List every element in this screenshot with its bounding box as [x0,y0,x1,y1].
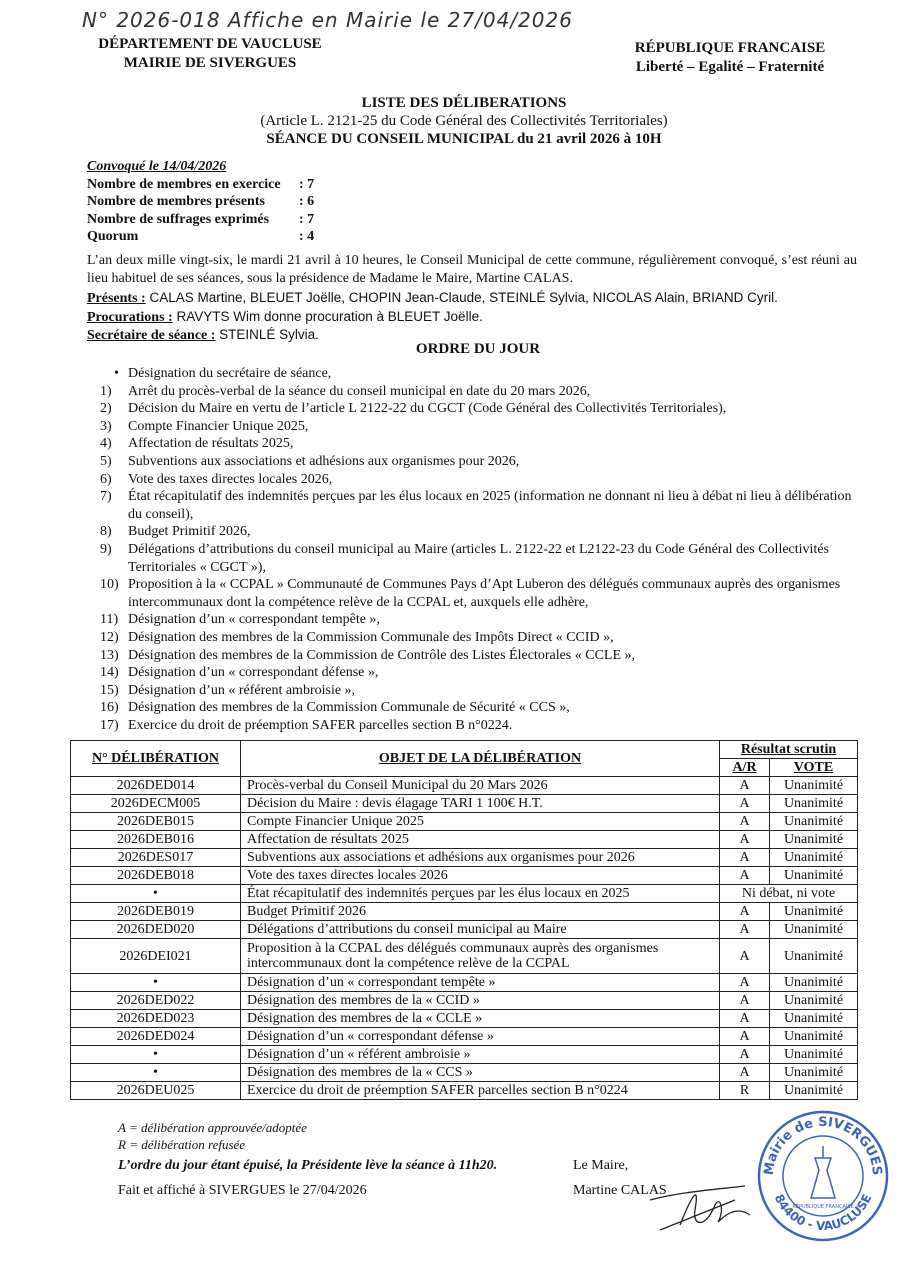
list-item: 14) Désignation d’un « correspondant défense », [100,665,379,681]
stamp-top-text: Mairie de SIVERGUES [761,1115,885,1177]
ar-result: A [720,1064,770,1082]
ar-result: A [720,777,770,795]
deliberation-number: • [71,974,241,992]
meta-row: Nombre de membres présents : 6 [87,194,315,209]
signature-name: Martine CALAS [573,1183,667,1198]
vote-result: Unanimité [770,1046,858,1064]
deliberation-number: • [71,1064,241,1082]
deliberation-number: 2026DEU025 [71,1082,241,1100]
list-item: 1) Arrêt du procès-verbal de la séance du conseil municipal en date du 20 mars 2026, [100,383,591,399]
table-row [71,974,858,992]
list-item: 7) État récapitulatif des indemnités perçues par les élus locaux en 2025 (information ne donnant ni lieu à débat ni lieu à délibération du conseil), [100,489,852,522]
deliberation-number: • [71,885,241,903]
list-item: 15) Désignation d’un « référent ambroisie », [100,682,356,698]
meta-row: Nombre de suffrages exprimés : 7 [87,211,315,227]
attendance-block [87,289,877,345]
table-row [71,813,858,831]
deliberation-object: Délégations d’attributions du conseil municipal au Maire [241,921,720,939]
deliberation-object: Budget Primitif 2026 [241,903,720,921]
list-item: 8) Budget Primitif 2026, [100,524,251,540]
vote-result: Unanimité [770,1064,858,1082]
header-left [80,35,340,73]
deliberation-object: Vote des taxes directes locales 2026 [241,867,720,885]
vote-result: Unanimité [770,849,858,867]
deliberation-object: Exercice du droit de préemption SAFER parcelles section B n°0224 [241,1082,720,1100]
table-row [71,885,858,903]
col-header-object: OBJET DE LA DÉLIBÉRATION [241,741,720,777]
ar-result: A [720,849,770,867]
vote-result: Unanimité [770,831,858,849]
table-row [71,777,858,795]
vote-result: Unanimité [770,777,858,795]
list-item: 3) Compte Financier Unique 2025, [100,418,309,434]
deliberation-object: Procès-verbal du Conseil Municipal du 20 Mars 2026 [241,777,720,795]
ar-result: A [720,992,770,1010]
vote-result: Unanimité [770,1010,858,1028]
republic-motto: Liberté – Egalité – Fraternité [635,59,825,75]
deliberation-object: Désignation d’un « correspondant défense » [241,1028,720,1046]
deliberation-number: 2026DES017 [71,849,241,867]
deliberation-number: 2026DED023 [71,1010,241,1028]
vote-result: Unanimité [770,992,858,1010]
vote-result: Unanimité [770,903,858,921]
deliberation-object: Désignation d’un « référent ambroisie » [241,1046,720,1064]
deliberation-number: 2026DEB019 [71,903,241,921]
list-item: • Désignation du secrétaire de séance, [114,366,332,381]
ar-result: A [720,939,770,974]
deliberation-number: 2026DEB018 [71,867,241,885]
list-item: 16) Désignation des membres de la Commission Communale de Sécurité « CCS », [100,700,570,716]
deliberation-number: 2026DEI021 [71,939,241,974]
table-body [71,777,858,1100]
vote-result: Unanimité [770,974,858,992]
list-item: 10) Proposition à la « CCPAL » Communauté de Communes Pays d’Apt Luberon des délégués communaux auprès des organismes intercommunaux dont la compétence relève de la CCPAL et, auxquels elle adhère, [100,577,841,610]
header-right [600,39,860,77]
ar-result: A [720,813,770,831]
deliberation-number: 2026DEB016 [71,831,241,849]
signature-title: Le Maire, [573,1158,629,1173]
signature-scribble-icon [640,1170,760,1240]
legend-a: A = délibération approuvée/adoptée [118,1120,307,1135]
ar-result: R [720,1082,770,1100]
table-row [71,1046,858,1064]
table-row [71,992,858,1010]
convocation-date: Convoqué le 14/04/2026 [87,159,227,174]
document-title [0,94,900,148]
vote-result: Ni débat, ni vote [720,885,858,903]
stamp-inner-text: RÉPUBLIQUE FRANÇAISE [792,1204,854,1210]
table-row [71,831,858,849]
department-name: DÉPARTEMENT DE VAUCLUSE [98,36,322,52]
table-row [71,939,858,974]
table-row [71,1082,858,1100]
mairie-stamp-icon [755,1108,891,1244]
deliberation-object: Désignation d’un « correspondant tempête » [241,974,720,992]
ar-result: A [720,903,770,921]
list-item: 11) Désignation d’un « correspondant tempête », [100,612,380,628]
table-row [71,849,858,867]
table-row [71,1010,858,1028]
deliberation-number: 2026DED024 [71,1028,241,1046]
vote-result: Unanimité [770,939,858,974]
vote-result: Unanimité [770,813,858,831]
table-row [71,1064,858,1082]
list-item: 12) Désignation des membres de la Commission Communale des Impôts Direct « CCID », [100,629,614,645]
col-header-ar: A/R [720,759,770,777]
republic-name: RÉPUBLIQUE FRANCAISE [634,40,826,56]
vote-result: Unanimité [770,795,858,813]
agenda-list [100,365,860,734]
title-line1: LISTE DES DÉLIBERATIONS [361,95,567,111]
col-header-num: N° DÉLIBÉRATION [71,741,241,777]
list-item: 17) Exercice du droit de préemption SAFER parcelles section B n°0224. [100,717,513,733]
deliberation-object: Désignation des membres de la « CCID » [241,992,720,1010]
deliberation-object: État récapitulatif des indemnités perçues par les élus locaux en 2025 [241,885,720,903]
col-header-result: Résultat scrutin [720,741,858,759]
deliberation-object: Compte Financier Unique 2025 [241,813,720,831]
list-item: 4) Affectation de résultats 2025, [100,436,294,452]
ar-result: A [720,1010,770,1028]
ar-result: A [720,1028,770,1046]
ar-result: A [720,795,770,813]
list-item: 9) Délégations d’attributions du conseil municipal au Maire (articles L. 2122-22 et L2122-23 du Code Général des Collectivités Territoriales « CGCT »), [100,541,829,575]
deliberation-number: • [71,1046,241,1064]
intro-paragraph: L’an deux mille vingt-six, le mardi 21 avril à 10 heures, le Conseil Municipal de cette commune, régulièrement convoqué, s’est réuni au lieu habituel de ses séances, sous la présidence de Madame le Maire, Martine CALAS. [87,253,857,286]
table-row [71,903,858,921]
legend [118,1119,307,1153]
deliberation-number: 2026DECM005 [71,795,241,813]
svg-text:Mairie de SIVERGUES [762,1115,884,1176]
list-item: 6) Vote des taxes directes locales 2026, [100,471,333,487]
meeting-meta [87,158,487,246]
secretaire-line: Secrétaire de séance : STEINLÉ Sylvia. [87,327,319,343]
deliberation-object: Désignation des membres de la « CCS » [241,1064,720,1082]
stamp-bottom-text: 84400 - VAUCLUSE [771,1191,875,1234]
ar-result: A [720,831,770,849]
deliberation-number: 2026DEB015 [71,813,241,831]
ar-result: A [720,867,770,885]
deliberation-object: Désignation des membres de la « CCLE » [241,1010,720,1028]
presents-line: Présents : CALAS Martine, BLEUET Joëlle, CHOPIN Jean-Claude, STEINLÉ Sylvia, NICOLAS Alain, BRIAND Cyril. [87,290,778,306]
list-item: 5) Subventions aux associations et adhésions aux organismes pour 2026, [100,453,520,469]
vote-result: Unanimité [770,921,858,939]
list-item: 2) Décision du Maire en vertu de l’article L 2122-22 du CGCT (Code Général des Collectivités Territoriales), [100,401,727,417]
deliberation-object: Proposition à la CCPAL des délégués communaux auprès des organismes intercommunaux dont la compétence relève de la CCPAL [241,939,720,974]
agenda-title: ORDRE DU JOUR [415,341,541,357]
ar-result: A [720,974,770,992]
deliberation-number: 2026DED014 [71,777,241,795]
vote-result: Unanimité [770,1028,858,1046]
legend-r: R = délibération refusée [118,1137,246,1152]
title-line2: (Article L. 2121-25 du Code Général des Collectivités Territoriales) [260,113,668,129]
deliberation-object: Subventions aux associations et adhésions aux organismes pour 2026 [241,849,720,867]
col-header-vote: VOTE [770,759,858,777]
meta-row: Quorum : 4 [87,229,315,244]
mairie-name: MAIRIE DE SIVERGUES [123,55,297,71]
procurations-line: Procurations : RAVYTS Wim donne procuration à BLEUET Joëlle. [87,308,483,325]
handwritten-note: N° 2026-018 Affiche en Mairie le 27/04/2026 [82,8,573,32]
table-row [71,1028,858,1046]
table-row [71,921,858,939]
ar-result: A [720,921,770,939]
meta-row: Nombre de membres en exercice : 7 [87,176,315,192]
table-row [71,795,858,813]
deliberations-table [70,740,858,1100]
deliberation-object: Décision du Maire : devis élagage TARI 1 100€ H.T. [241,795,720,813]
deliberation-object: Affectation de résultats 2025 [241,831,720,849]
list-item: 13) Désignation des membres de la Commission de Contrôle des Listes Électorales « CCLE », [100,647,636,663]
deliberation-number: 2026DED020 [71,921,241,939]
deliberation-number: 2026DED022 [71,992,241,1010]
title-line3: SÉANCE DU CONSEIL MUNICIPAL du 21 avril 2026 à 10H [266,131,662,147]
affiche-statement: Fait et affiché à SIVERGUES le 27/04/2026 [118,1183,367,1198]
ar-result: A [720,1046,770,1064]
closing-statement: L’ordre du jour étant épuisé, la Présidente lève la séance à 11h20. [118,1158,498,1173]
vote-result: Unanimité [770,867,858,885]
table-row [71,867,858,885]
vote-result: Unanimité [770,1082,858,1100]
